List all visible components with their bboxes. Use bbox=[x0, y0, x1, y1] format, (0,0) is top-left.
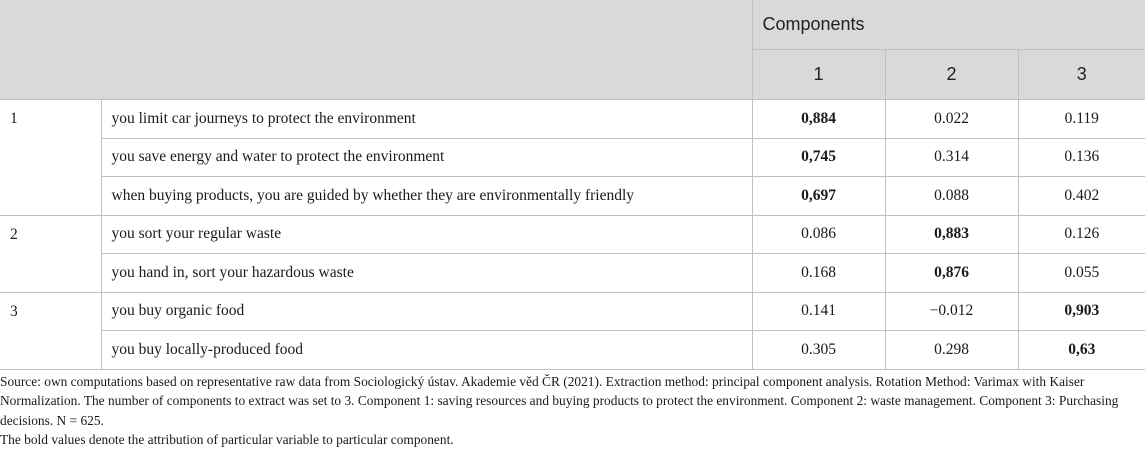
loading-value: 0.055 bbox=[1018, 254, 1145, 293]
loading-value: 0,63 bbox=[1018, 331, 1145, 370]
table-row bbox=[0, 177, 1145, 216]
table-footnotes bbox=[0, 372, 1140, 449]
loading-value: 0,884 bbox=[752, 100, 885, 139]
item-label: you limit car journeys to protect the environment bbox=[101, 100, 752, 139]
item-label: you buy locally-produced food bbox=[101, 331, 752, 370]
table-row bbox=[0, 138, 1145, 177]
table-row bbox=[0, 254, 1145, 293]
item-label: you sort your regular waste bbox=[101, 215, 752, 254]
component-number-header: 1 bbox=[752, 50, 885, 100]
component-number-header: 3 bbox=[1018, 50, 1145, 100]
loading-value: 0.088 bbox=[885, 177, 1018, 216]
group-label: 1 bbox=[0, 100, 101, 216]
loading-value: 0.136 bbox=[1018, 138, 1145, 177]
loading-value: 0.022 bbox=[885, 100, 1018, 139]
item-label: you buy organic food bbox=[101, 292, 752, 331]
bold-values-note: The bold values denote the attribution of particular variable to particular component. bbox=[0, 431, 454, 447]
loading-value: −0.012 bbox=[885, 292, 1018, 331]
loading-value: 0,883 bbox=[885, 215, 1018, 254]
loading-value: 0,903 bbox=[1018, 292, 1145, 331]
loading-value: 0.168 bbox=[752, 254, 885, 293]
table-body bbox=[0, 100, 1145, 370]
item-label: you hand in, sort your hazardous waste bbox=[101, 254, 752, 293]
item-label: you save energy and water to protect the environment bbox=[101, 138, 752, 177]
loading-value: 0,745 bbox=[752, 138, 885, 177]
header-blank-cell bbox=[0, 0, 752, 100]
item-label: when buying products, you are guided by whether they are environmentally friendly bbox=[101, 177, 752, 216]
loading-value: 0,876 bbox=[885, 254, 1018, 293]
loading-value: 0.402 bbox=[1018, 177, 1145, 216]
table-row bbox=[0, 100, 1145, 139]
loading-value: 0.314 bbox=[885, 138, 1018, 177]
table-row bbox=[0, 331, 1145, 370]
components-header: Components bbox=[752, 0, 1145, 50]
table-row bbox=[0, 292, 1145, 331]
loading-value: 0.298 bbox=[885, 331, 1018, 370]
loading-value: 0.305 bbox=[752, 331, 885, 370]
header-row-components bbox=[0, 0, 1145, 50]
loading-value: 0.119 bbox=[1018, 100, 1145, 139]
group-label: 2 bbox=[0, 215, 101, 292]
loading-value: 0.126 bbox=[1018, 215, 1145, 254]
component-number-header: 2 bbox=[885, 50, 1018, 100]
source-note: Source: own computations based on representative raw data from Sociologický ústav. Akademie věd ČR (2021). Extraction method: principal component analysis. Rotation Method: Varimax with Kaiser Normalization. The number of components to extract was set to 3. Component 1: saving resources and buying products to protect the environment. Component 2: waste management. Component 3: Purchasing decisions. N = 625. bbox=[0, 374, 1119, 428]
loading-value: 0.086 bbox=[752, 215, 885, 254]
table-row bbox=[0, 215, 1145, 254]
loading-value: 0,697 bbox=[752, 177, 885, 216]
loading-value: 0.141 bbox=[752, 292, 885, 331]
group-label: 3 bbox=[0, 292, 101, 369]
